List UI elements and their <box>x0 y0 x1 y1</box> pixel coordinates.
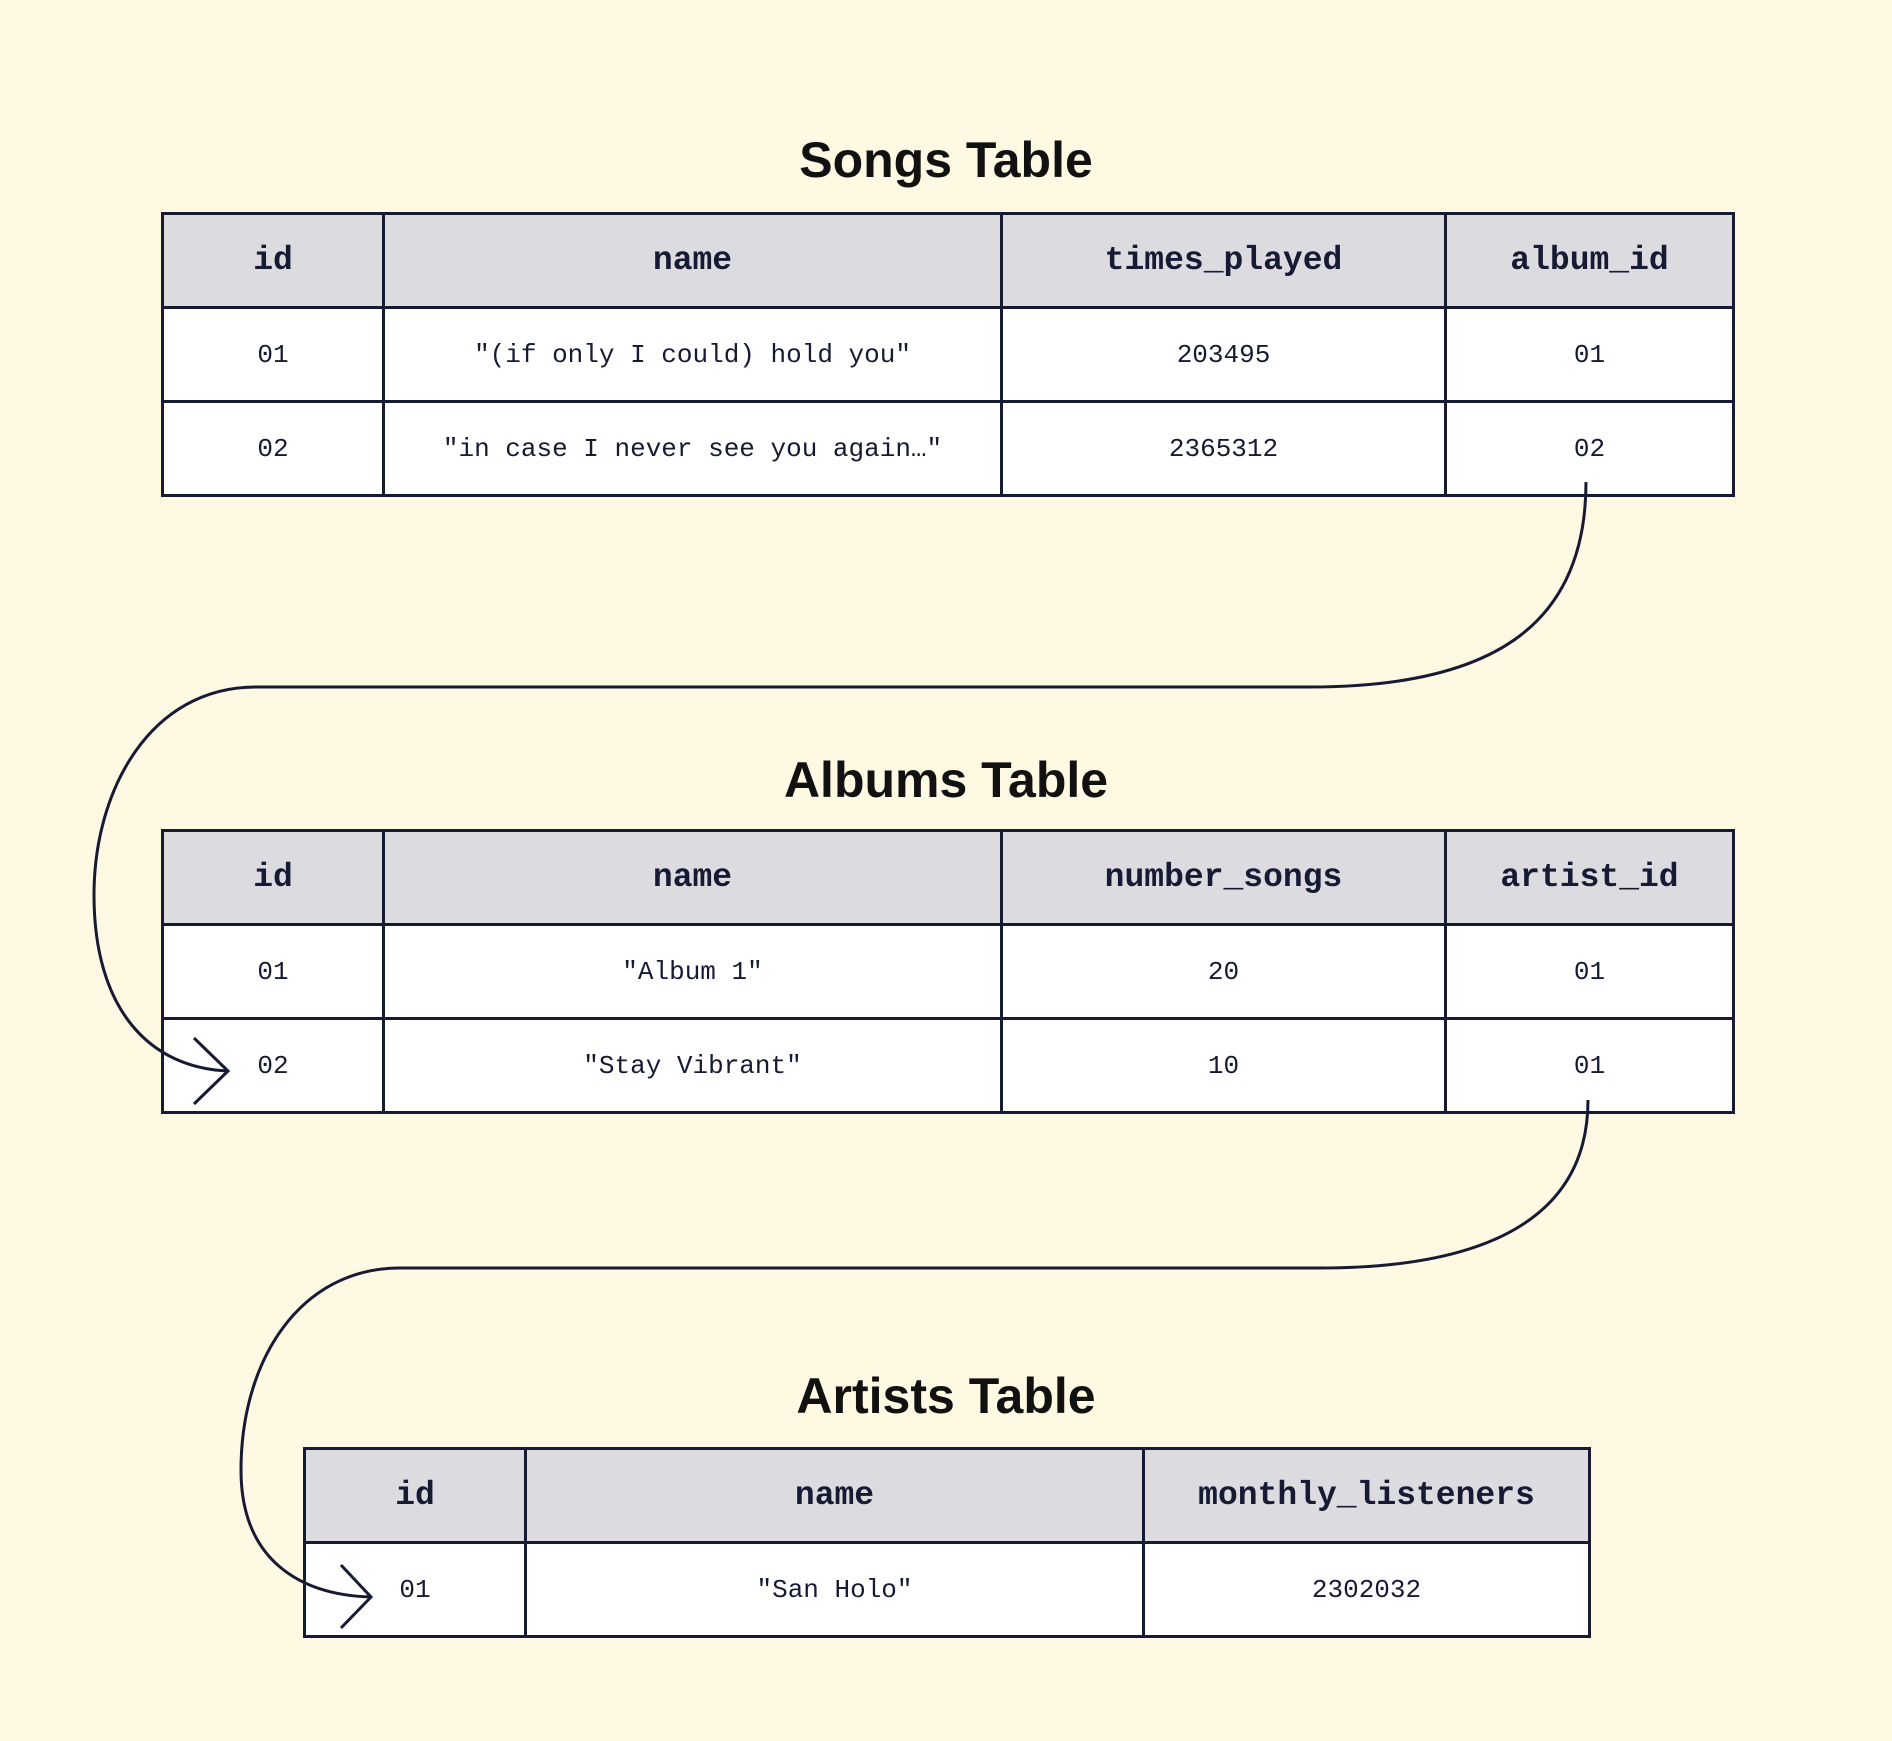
songs-cell-times-played: 203495 <box>1002 308 1446 402</box>
albums-cell-name: "Stay Vibrant" <box>384 1019 1002 1113</box>
albums-cell-number-songs: 10 <box>1002 1019 1446 1113</box>
albums-table-title: Albums Table <box>783 752 1109 808</box>
songs-table-title: Songs Table <box>799 132 1093 188</box>
artists-cell-monthly-listeners: 2302032 <box>1144 1543 1590 1637</box>
albums-header-row <box>163 831 1734 925</box>
songs-cell-id: 01 <box>163 308 384 402</box>
songs-header-times-played: times_played <box>1002 214 1446 308</box>
songs-cell-name: "(if only I could) hold you" <box>384 308 1002 402</box>
albums-table <box>161 829 1735 1114</box>
songs-header-id: id <box>163 214 384 308</box>
albums-cell-name: "Album 1" <box>384 925 1002 1019</box>
albums-row <box>163 1019 1734 1113</box>
artists-table-title: Artists Table <box>796 1368 1096 1424</box>
artists-header-row <box>305 1449 1590 1543</box>
artists-header-id: id <box>305 1449 526 1543</box>
songs-row <box>163 402 1734 496</box>
albums-header-artist-id: artist_id <box>1446 831 1734 925</box>
albums-cell-number-songs: 20 <box>1002 925 1446 1019</box>
artists-row <box>305 1543 1590 1637</box>
songs-cell-id: 02 <box>163 402 384 496</box>
albums-cell-id: 01 <box>163 925 384 1019</box>
albums-cell-artist-id: 01 <box>1446 1019 1734 1113</box>
albums-row <box>163 925 1734 1019</box>
artists-header-name: name <box>526 1449 1144 1543</box>
songs-header-name: name <box>384 214 1002 308</box>
songs-cell-name: "in case I never see you again…" <box>384 402 1002 496</box>
albums-cell-id: 02 <box>163 1019 384 1113</box>
albums-header-id: id <box>163 831 384 925</box>
artists-cell-name: "San Holo" <box>526 1543 1144 1637</box>
songs-header-row <box>163 214 1734 308</box>
albums-header-name: name <box>384 831 1002 925</box>
artists-cell-id: 01 <box>305 1543 526 1637</box>
songs-row <box>163 308 1734 402</box>
albums-cell-artist-id: 01 <box>1446 925 1734 1019</box>
songs-table <box>161 212 1735 497</box>
songs-cell-album-id: 02 <box>1446 402 1734 496</box>
songs-header-album-id: album_id <box>1446 214 1734 308</box>
artists-header-monthly-listeners: monthly_listeners <box>1144 1449 1590 1543</box>
songs-cell-album-id: 01 <box>1446 308 1734 402</box>
albums-header-number-songs: number_songs <box>1002 831 1446 925</box>
songs-cell-times-played: 2365312 <box>1002 402 1446 496</box>
artists-table <box>303 1447 1591 1638</box>
